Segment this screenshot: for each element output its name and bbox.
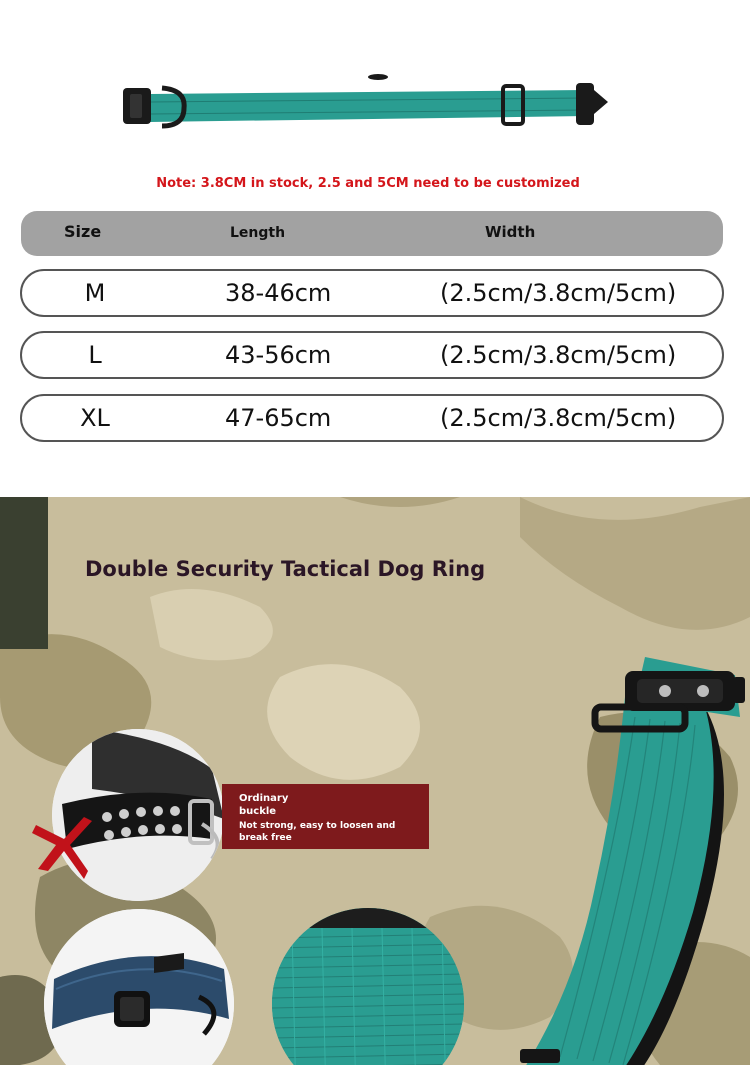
section-title: Double Security Tactical Dog Ring xyxy=(85,557,486,581)
row-size: M xyxy=(84,279,106,307)
size-row-m xyxy=(20,269,724,317)
row-width: (2.5cm/3.8cm/5cm) xyxy=(440,341,677,369)
tactical-collar-main-image xyxy=(505,657,750,1065)
row-length: 43-56cm xyxy=(225,341,332,369)
row-size: XL xyxy=(80,404,110,432)
size-table-header xyxy=(21,211,723,256)
size-row-l xyxy=(20,331,724,379)
row-size: L xyxy=(88,341,102,369)
row-width: (2.5cm/3.8cm/5cm) xyxy=(440,404,677,432)
ordinary-buckle-title: Ordinary buckle xyxy=(239,793,289,817)
header-width: Width xyxy=(485,223,536,241)
header-size: Size xyxy=(64,222,102,241)
customization-note: Note: 3.8CM in stock, 2.5 and 5CM need to be customized xyxy=(156,176,580,191)
ordinary-buckle-desc: Not strong, easy to loosen and break free xyxy=(239,821,396,843)
size-chart-section xyxy=(0,0,750,497)
accent-bar xyxy=(0,497,48,649)
size-row-xl xyxy=(20,394,724,442)
row-length: 47-65cm xyxy=(225,404,332,432)
header-length: Length xyxy=(230,225,286,241)
row-length: 38-46cm xyxy=(225,279,332,307)
feature-section xyxy=(0,497,750,1065)
cross-mark-icon xyxy=(26,809,96,879)
collar-product-image xyxy=(0,50,750,160)
ordinary-buckle-label xyxy=(222,784,429,849)
row-width: (2.5cm/3.8cm/5cm) xyxy=(440,279,677,307)
